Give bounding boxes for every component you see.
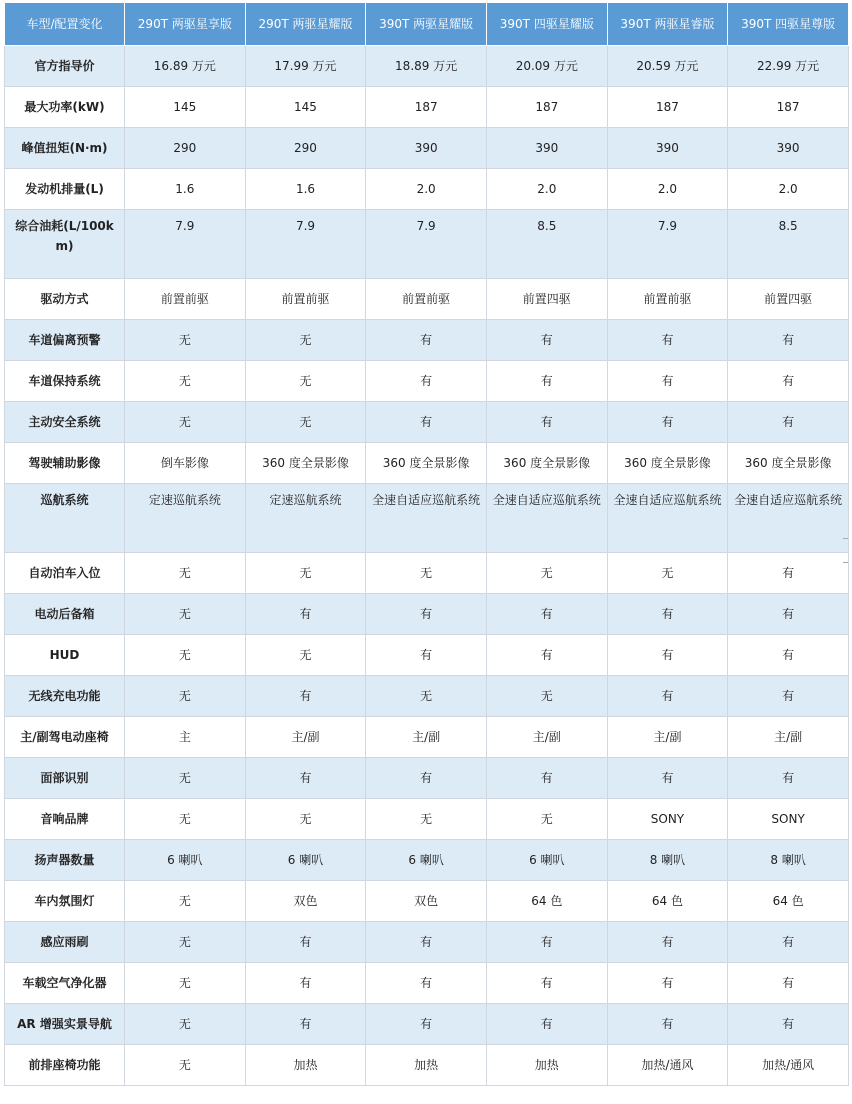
- table-row: [5, 799, 849, 840]
- table-cell: 无: [125, 594, 246, 635]
- table-cell: 无: [125, 1045, 246, 1086]
- table-cell: 前置前驱: [607, 279, 728, 320]
- table-cell: 无: [245, 799, 366, 840]
- table-cell: 无: [125, 1004, 246, 1045]
- spec-table-container: [4, 2, 848, 1098]
- table-cell: 有: [245, 676, 366, 717]
- row-label: 综合油耗(L/100km): [5, 210, 125, 279]
- table-row: [5, 676, 849, 717]
- table-cell: 有: [728, 676, 849, 717]
- table-cell: 主/副: [366, 717, 487, 758]
- table-cell: 无: [125, 361, 246, 402]
- table-cell: 前置四驱: [486, 279, 607, 320]
- edge-tick: [843, 562, 848, 563]
- table-cell: 390: [607, 128, 728, 169]
- table-row: [5, 594, 849, 635]
- table-cell: 定速巡航系统: [125, 484, 246, 553]
- table-cell: 有: [728, 1004, 849, 1045]
- table-row: [5, 758, 849, 799]
- table-cell: 有: [728, 320, 849, 361]
- table-row: [5, 484, 849, 553]
- table-cell: 290: [125, 128, 246, 169]
- table-cell: 有: [728, 635, 849, 676]
- table-cell: 6 喇叭: [366, 840, 487, 881]
- table-cell: 主/副: [728, 717, 849, 758]
- table-cell: 有: [486, 758, 607, 799]
- table-cell: 64 色: [607, 881, 728, 922]
- table-cell: 无: [245, 361, 366, 402]
- table-cell: 390: [486, 128, 607, 169]
- row-label: 车道偏离预警: [5, 320, 125, 361]
- table-row: [5, 443, 849, 484]
- table-cell: 主/副: [607, 717, 728, 758]
- table-cell: 有: [728, 922, 849, 963]
- table-cell: 无: [125, 676, 246, 717]
- table-cell: 无: [366, 553, 487, 594]
- header-cell-trim: 390T 两驱星睿版: [607, 3, 728, 46]
- table-cell: 187: [607, 87, 728, 128]
- table-row: [5, 87, 849, 128]
- row-label: 车内氛围灯: [5, 881, 125, 922]
- table-cell: 有: [607, 1004, 728, 1045]
- table-cell: 加热/通风: [728, 1045, 849, 1086]
- table-cell: 145: [125, 87, 246, 128]
- table-cell: 20.59 万元: [607, 46, 728, 87]
- table-cell: 6 喇叭: [245, 840, 366, 881]
- edge-tick: [843, 538, 848, 539]
- table-cell: 无: [125, 320, 246, 361]
- table-cell: 16.89 万元: [125, 46, 246, 87]
- table-cell: 有: [245, 594, 366, 635]
- table-cell: 全速自适应巡航系统: [728, 484, 849, 553]
- table-cell: 20.09 万元: [486, 46, 607, 87]
- row-label: 驱动方式: [5, 279, 125, 320]
- table-cell: 有: [607, 402, 728, 443]
- header-cell-config: 车型/配置变化: [5, 3, 125, 46]
- row-label: AR 增强实景导航: [5, 1004, 125, 1045]
- table-cell: 390: [728, 128, 849, 169]
- table-cell: 有: [607, 676, 728, 717]
- table-cell: 8.5: [728, 210, 849, 279]
- table-cell: 2.0: [728, 169, 849, 210]
- table-cell: 有: [245, 1004, 366, 1045]
- table-cell: 187: [486, 87, 607, 128]
- table-cell: 6 喇叭: [125, 840, 246, 881]
- table-cell: 有: [728, 361, 849, 402]
- table-cell: 2.0: [607, 169, 728, 210]
- table-cell: 有: [366, 758, 487, 799]
- table-cell: 有: [728, 963, 849, 1004]
- table-cell: 无: [486, 676, 607, 717]
- table-cell: 360 度全景影像: [728, 443, 849, 484]
- table-cell: 7.9: [125, 210, 246, 279]
- table-cell: 8 喇叭: [728, 840, 849, 881]
- table-cell: 前置前驱: [245, 279, 366, 320]
- table-cell: 7.9: [245, 210, 366, 279]
- table-cell: 6 喇叭: [486, 840, 607, 881]
- table-header-row: [5, 3, 849, 46]
- table-cell: 2.0: [486, 169, 607, 210]
- table-row: [5, 1045, 849, 1086]
- table-cell: 无: [125, 758, 246, 799]
- table-cell: 有: [607, 594, 728, 635]
- row-label: 巡航系统: [5, 484, 125, 553]
- table-cell: 有: [607, 758, 728, 799]
- table-row: [5, 169, 849, 210]
- table-cell: 无: [486, 553, 607, 594]
- table-cell: 有: [245, 963, 366, 1004]
- table-cell: 主/副: [245, 717, 366, 758]
- header-cell-trim: 390T 四驱星耀版: [486, 3, 607, 46]
- table-cell: 前置前驱: [125, 279, 246, 320]
- table-cell: 定速巡航系统: [245, 484, 366, 553]
- table-cell: 无: [245, 635, 366, 676]
- table-cell: 有: [366, 922, 487, 963]
- table-cell: 无: [125, 922, 246, 963]
- row-label: 最大功率(kW): [5, 87, 125, 128]
- table-row: [5, 1004, 849, 1045]
- table-cell: 有: [245, 758, 366, 799]
- table-cell: 主: [125, 717, 246, 758]
- table-cell: 8.5: [486, 210, 607, 279]
- row-label: 扬声器数量: [5, 840, 125, 881]
- table-cell: 187: [728, 87, 849, 128]
- table-cell: 有: [607, 320, 728, 361]
- table-cell: 前置四驱: [728, 279, 849, 320]
- table-row: [5, 46, 849, 87]
- table-cell: 无: [245, 402, 366, 443]
- row-label: 车载空气净化器: [5, 963, 125, 1004]
- table-cell: 7.9: [607, 210, 728, 279]
- table-cell: 全速自适应巡航系统: [366, 484, 487, 553]
- table-cell: 64 色: [728, 881, 849, 922]
- table-row: [5, 840, 849, 881]
- table-cell: 有: [366, 361, 487, 402]
- table-cell: 有: [486, 320, 607, 361]
- table-cell: 18.89 万元: [366, 46, 487, 87]
- table-cell: 145: [245, 87, 366, 128]
- table-row: [5, 402, 849, 443]
- table-cell: 有: [366, 1004, 487, 1045]
- table-cell: 有: [366, 320, 487, 361]
- table-row: [5, 210, 849, 279]
- table-row: [5, 717, 849, 758]
- row-label: 感应雨刷: [5, 922, 125, 963]
- table-cell: 有: [728, 402, 849, 443]
- table-cell: 无: [245, 553, 366, 594]
- row-label: 音响品牌: [5, 799, 125, 840]
- table-cell: 2.0: [366, 169, 487, 210]
- table-row: [5, 128, 849, 169]
- table-row: [5, 635, 849, 676]
- table-cell: 双色: [245, 881, 366, 922]
- table-cell: 有: [486, 594, 607, 635]
- row-label: 前排座椅功能: [5, 1045, 125, 1086]
- table-cell: 390: [366, 128, 487, 169]
- header-cell-trim: 290T 两驱星耀版: [245, 3, 366, 46]
- header-cell-trim: 290T 两驱星享版: [125, 3, 246, 46]
- table-cell: 前置前驱: [366, 279, 487, 320]
- table-row: [5, 963, 849, 1004]
- table-cell: 无: [366, 799, 487, 840]
- table-row: [5, 279, 849, 320]
- row-label: HUD: [5, 635, 125, 676]
- row-label: 自动泊车入位: [5, 553, 125, 594]
- config-comparison-table: [4, 2, 849, 1086]
- table-cell: 无: [125, 963, 246, 1004]
- table-cell: 360 度全景影像: [366, 443, 487, 484]
- table-cell: 倒车影像: [125, 443, 246, 484]
- table-cell: 无: [486, 799, 607, 840]
- table-cell: 有: [486, 1004, 607, 1045]
- table-cell: 有: [728, 553, 849, 594]
- table-cell: 17.99 万元: [245, 46, 366, 87]
- table-cell: 有: [607, 963, 728, 1004]
- row-label: 官方指导价: [5, 46, 125, 87]
- table-cell: 无: [125, 553, 246, 594]
- table-cell: 加热: [366, 1045, 487, 1086]
- table-cell: 7.9: [366, 210, 487, 279]
- table-cell: 64 色: [486, 881, 607, 922]
- table-cell: 有: [486, 635, 607, 676]
- table-row: [5, 881, 849, 922]
- table-cell: 有: [486, 402, 607, 443]
- table-cell: 无: [125, 881, 246, 922]
- table-cell: 22.99 万元: [728, 46, 849, 87]
- table-cell: 290: [245, 128, 366, 169]
- row-label: 驾驶辅助影像: [5, 443, 125, 484]
- row-label: 主/副驾电动座椅: [5, 717, 125, 758]
- table-cell: 360 度全景影像: [245, 443, 366, 484]
- table-cell: 加热: [245, 1045, 366, 1086]
- table-cell: 有: [728, 758, 849, 799]
- table-cell: 有: [486, 922, 607, 963]
- table-cell: 有: [245, 922, 366, 963]
- table-cell: 有: [607, 361, 728, 402]
- table-cell: 全速自适应巡航系统: [486, 484, 607, 553]
- header-cell-trim: 390T 四驱星尊版: [728, 3, 849, 46]
- table-row: [5, 553, 849, 594]
- table-cell: 有: [607, 635, 728, 676]
- table-cell: 有: [486, 361, 607, 402]
- table-cell: 主/副: [486, 717, 607, 758]
- table-cell: 无: [125, 635, 246, 676]
- table-cell: 有: [366, 963, 487, 1004]
- table-cell: 无: [125, 799, 246, 840]
- table-cell: 无: [366, 676, 487, 717]
- table-cell: 双色: [366, 881, 487, 922]
- table-cell: SONY: [607, 799, 728, 840]
- row-label: 主动安全系统: [5, 402, 125, 443]
- table-cell: 无: [125, 402, 246, 443]
- table-cell: 加热/通风: [607, 1045, 728, 1086]
- table-cell: 加热: [486, 1045, 607, 1086]
- table-cell: 360 度全景影像: [607, 443, 728, 484]
- header-cell-trim: 390T 两驱星耀版: [366, 3, 487, 46]
- table-cell: 有: [366, 402, 487, 443]
- table-cell: SONY: [728, 799, 849, 840]
- table-cell: 无: [245, 320, 366, 361]
- table-cell: 8 喇叭: [607, 840, 728, 881]
- table-cell: 有: [486, 963, 607, 1004]
- table-cell: 1.6: [245, 169, 366, 210]
- table-cell: 有: [366, 594, 487, 635]
- table-row: [5, 922, 849, 963]
- table-cell: 有: [607, 922, 728, 963]
- row-label: 发动机排量(L): [5, 169, 125, 210]
- table-row: [5, 320, 849, 361]
- row-label: 面部识别: [5, 758, 125, 799]
- row-label: 车道保持系统: [5, 361, 125, 402]
- table-cell: 1.6: [125, 169, 246, 210]
- table-row: [5, 361, 849, 402]
- table-cell: 360 度全景影像: [486, 443, 607, 484]
- table-cell: 187: [366, 87, 487, 128]
- row-label: 无线充电功能: [5, 676, 125, 717]
- table-cell: 有: [366, 635, 487, 676]
- table-cell: 有: [728, 594, 849, 635]
- table-cell: 无: [607, 553, 728, 594]
- row-label: 电动后备箱: [5, 594, 125, 635]
- table-cell: 全速自适应巡航系统: [607, 484, 728, 553]
- row-label: 峰值扭矩(N·m): [5, 128, 125, 169]
